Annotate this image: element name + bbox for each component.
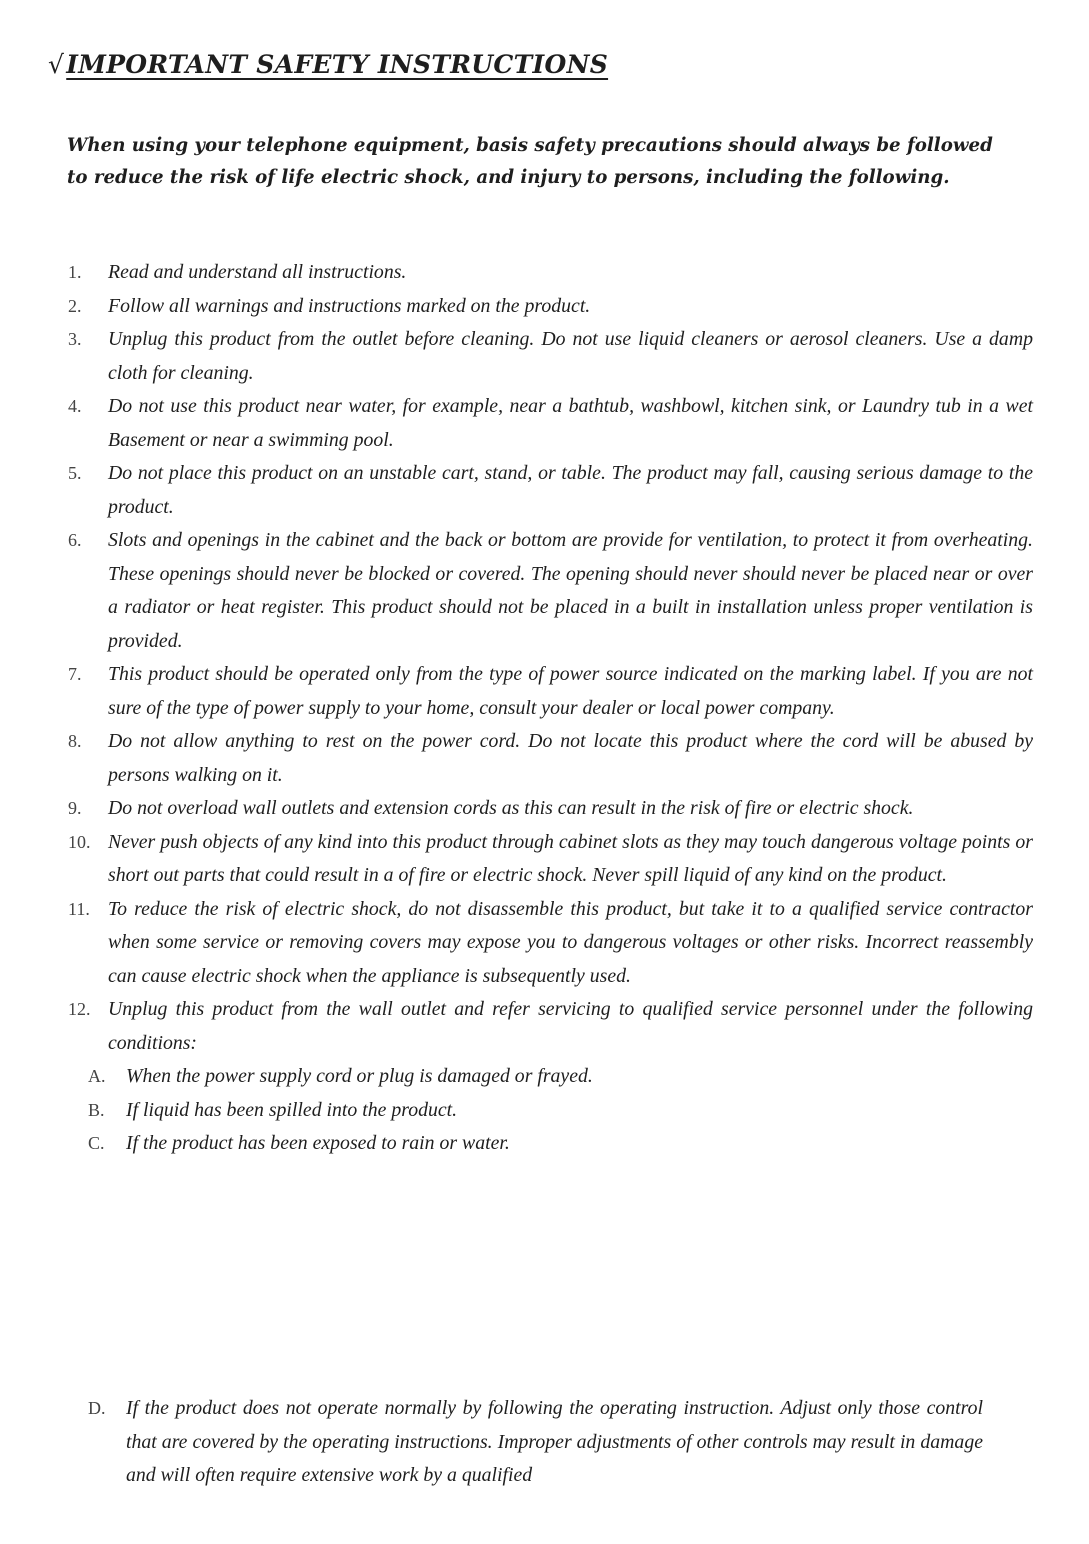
item-number: 6.	[68, 530, 82, 550]
item-text: Never push objects of any kind into this product through cabinet slots as they may touch dangerous voltage points or short out parts that could result in a of fire or electric shock. Never spill liquid of any kind on the product.	[108, 830, 1033, 886]
list-item	[68, 658, 1043, 725]
item-text: Do not allow anything to rest on the power cord. Do not locate this product where the cord will be abused by persons walking on it.	[108, 730, 1033, 786]
item-text: Unplug this product from the outlet before cleaning. Do not use liquid cleaners or aerosol cleaners. Use a damp cloth for cleaning.	[108, 328, 1033, 384]
item-number: 2.	[68, 295, 82, 316]
page-title	[48, 50, 608, 79]
list-item	[68, 290, 1043, 324]
item-number: 3.	[68, 329, 82, 349]
sub-item	[68, 1094, 1043, 1128]
sub-item-letter: D.	[88, 1398, 106, 1418]
list-item	[68, 792, 1043, 826]
item-number: 5.	[68, 463, 82, 483]
item-text: Do not use this product near water, for example, near a bathtub, washbowl, kitchen sink, or Laundry tub in a wet Basement or near a swimming pool.	[108, 395, 1033, 451]
item-text: Do not place this product on an unstable cart, stand, or table. The product may fall, causing serious damage to the product.	[108, 462, 1033, 518]
sub-item-text: If the product does not operate normally by following the operating instruction. Adjust only those control that are covered by the operating instructions. Improper adjustments of other controls may result in damage and will often require extensive work by a qualified	[126, 1397, 983, 1486]
list-item	[68, 390, 1043, 457]
item-text: To reduce the risk of electric shock, do not disassemble this product, but take it to a qualified service contractor when some service or removing covers may expose you to dangerous voltages or other risks. Incorrect reassembly can cause electric shock when the appliance is subsequently used.	[108, 897, 1033, 987]
sub-item-d	[88, 1392, 993, 1493]
list-item	[68, 826, 1043, 893]
sub-item	[68, 1060, 1043, 1094]
item-number: 9.	[68, 798, 82, 818]
list-item	[68, 323, 1043, 390]
list-item	[68, 725, 1043, 792]
checkmark-icon: √	[48, 50, 65, 79]
item-number: 10.	[68, 831, 91, 852]
sub-item-text: If the product has been exposed to rain or water.	[126, 1132, 510, 1154]
instruction-list	[68, 256, 1043, 1161]
list-item	[68, 524, 1043, 658]
item-number: 8.	[68, 731, 82, 751]
list-item	[68, 457, 1043, 524]
sub-item	[68, 1127, 1043, 1161]
item-number: 4.	[68, 396, 82, 416]
list-item	[68, 993, 1043, 1060]
item-number: 12.	[68, 999, 91, 1019]
item-number: 1.	[68, 262, 82, 282]
item-text: Follow all warnings and instructions marked on the product.	[108, 294, 591, 317]
item-number: 11.	[68, 898, 90, 919]
item-text: Read and understand all instructions.	[108, 261, 407, 283]
item-text: Do not overload wall outlets and extension cords as this can result in the risk of fire or electric shock.	[108, 797, 914, 819]
sub-item-letter: C.	[88, 1133, 105, 1153]
sub-item-text: If liquid has been spilled into the product.	[126, 1098, 458, 1121]
list-item	[68, 256, 1043, 290]
item-text: Slots and openings in the cabinet and the back or bottom are provide for ventilation, to protect it from overheating. These openings should never be blocked or covered. The opening should never should never be placed near or over a radiator or heat register. This product should not be placed in a built in installation unless proper ventilation is provided.	[108, 529, 1033, 652]
sub-item-letter: B.	[88, 1099, 105, 1120]
item-text: This product should be operated only from the type of power source indicated on the marking label. If you are not sure of the type of power supply to your home, consult your dealer or local power company.	[108, 663, 1033, 719]
intro-paragraph: When using your telephone equipment, basis safety precautions should always be followed to reduce the risk of life electric shock, and injury to persons, including the following.	[67, 135, 993, 188]
sub-item-letter: A.	[88, 1066, 106, 1086]
list-item	[68, 893, 1043, 994]
page-title-text: IMPORTANT SAFETY INSTRUCTIONS	[66, 50, 609, 79]
item-text: Unplug this product from the wall outlet and refer servicing to qualified service personnel under the following conditions:	[108, 998, 1033, 1054]
item-number: 7.	[68, 664, 82, 684]
sub-item-text: When the power supply cord or plug is damaged or frayed.	[126, 1065, 593, 1087]
